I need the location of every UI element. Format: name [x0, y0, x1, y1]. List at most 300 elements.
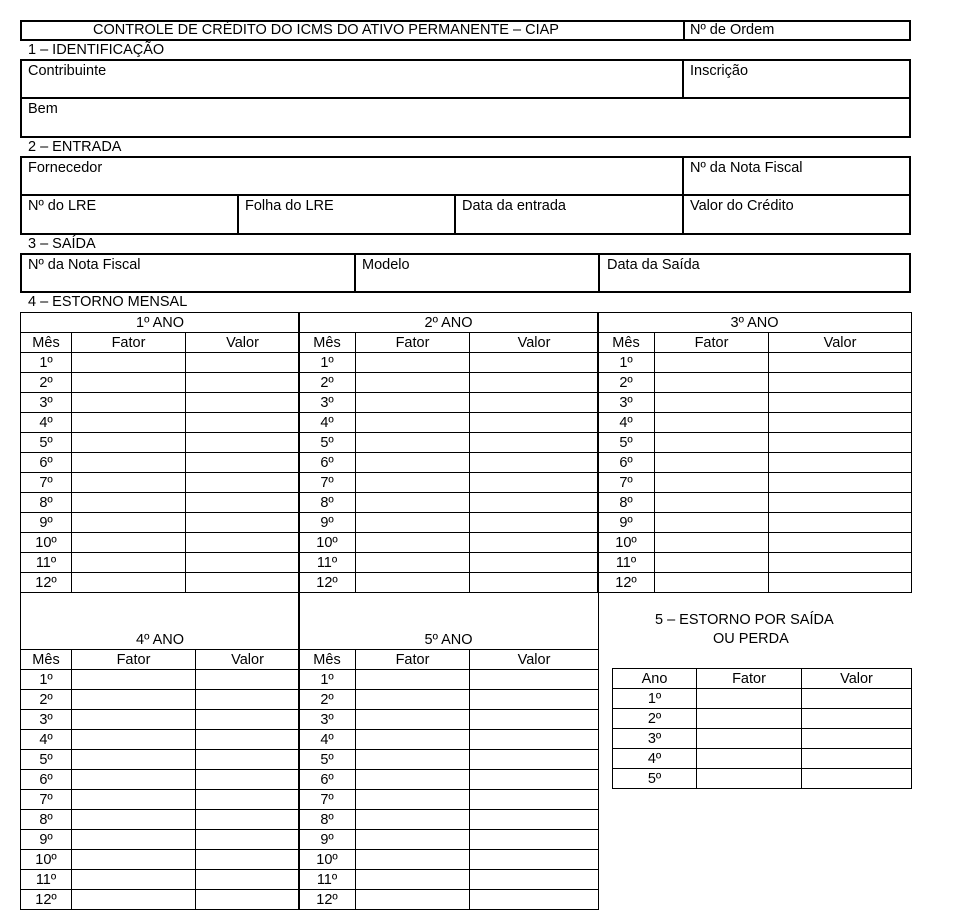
fator-cell[interactable]: [72, 790, 196, 810]
fator-cell[interactable]: [356, 473, 470, 493]
modelo-field[interactable]: Modelo: [362, 257, 410, 273]
col-fator: Fator: [655, 333, 769, 353]
valor-cell[interactable]: [769, 393, 912, 413]
year-header: 4º ANO: [21, 593, 300, 650]
valor-cell[interactable]: [769, 553, 912, 573]
estorno-table-ano-1: [20, 312, 300, 593]
month-label: 8º: [299, 810, 356, 830]
fator-cell[interactable]: [356, 513, 470, 533]
table-row: [21, 710, 300, 730]
fator-cell[interactable]: [697, 689, 802, 709]
month-label: 2º: [299, 690, 356, 710]
col-mes: Mês: [598, 333, 655, 353]
fator-cell[interactable]: [72, 850, 196, 870]
saida-nota-fiscal-field[interactable]: Nº da Nota Fiscal: [28, 257, 141, 273]
month-label: 5º: [598, 433, 655, 453]
valor-cell[interactable]: [769, 573, 912, 593]
valor-cell[interactable]: [196, 670, 300, 690]
saida-col-divider-a: [354, 253, 356, 293]
fator-cell[interactable]: [655, 353, 769, 373]
table-row: [299, 373, 599, 393]
table-row: [21, 433, 300, 453]
valor-cell[interactable]: [470, 810, 599, 830]
table-row: [21, 493, 300, 513]
fator-cell[interactable]: [356, 433, 470, 453]
month-label: 3º: [299, 710, 356, 730]
fator-cell[interactable]: [356, 750, 470, 770]
valor-cell[interactable]: [470, 453, 599, 473]
month-label: 10º: [21, 533, 72, 553]
fator-cell[interactable]: [356, 573, 470, 593]
section-5-heading-line-2: OU PERDA: [713, 631, 789, 647]
valor-cell[interactable]: [470, 710, 599, 730]
fator-cell[interactable]: [356, 533, 470, 553]
fator-cell[interactable]: [655, 533, 769, 553]
estorno-table-ano-3: [597, 312, 912, 593]
entrada-row-divider: [20, 194, 911, 196]
fator-cell[interactable]: [72, 453, 186, 473]
fator-cell[interactable]: [72, 393, 186, 413]
month-label: 9º: [598, 513, 655, 533]
fator-cell[interactable]: [356, 790, 470, 810]
saida-col-divider-b: [598, 253, 600, 293]
table-row: [21, 810, 300, 830]
month-label: 3º: [21, 710, 72, 730]
col-valor: Valor: [470, 650, 599, 670]
section-5-heading-line-1: 5 – ESTORNO POR SAÍDA: [655, 612, 834, 628]
valor-cell[interactable]: [470, 730, 599, 750]
valor-cell[interactable]: [470, 790, 599, 810]
table-row: [21, 353, 300, 373]
table-row: [299, 870, 599, 890]
estorno-table-ano-5: [298, 592, 599, 910]
valor-cell[interactable]: [186, 413, 300, 433]
section-4-heading: 4 – ESTORNO MENSAL: [28, 294, 188, 310]
valor-cell[interactable]: [470, 513, 599, 533]
month-label: 9º: [21, 830, 72, 850]
data-saida-field[interactable]: Data da Saída: [607, 257, 700, 273]
table-row: [598, 473, 912, 493]
valor-cell[interactable]: [769, 373, 912, 393]
fator-cell[interactable]: [72, 830, 196, 850]
month-label: 4º: [21, 730, 72, 750]
valor-cell[interactable]: [470, 473, 599, 493]
fator-cell[interactable]: [72, 710, 196, 730]
fator-cell[interactable]: [72, 573, 186, 593]
valor-cell[interactable]: [802, 749, 912, 769]
fator-cell[interactable]: [655, 493, 769, 513]
month-label: 8º: [598, 493, 655, 513]
inscricao-field[interactable]: Inscrição: [690, 63, 749, 79]
month-label: 11º: [21, 553, 72, 573]
month-label: 1º: [299, 353, 356, 373]
valor-cell[interactable]: [186, 513, 300, 533]
col-valor: Valor: [802, 669, 912, 689]
month-label: 5º: [299, 433, 356, 453]
valor-cell[interactable]: [196, 790, 300, 810]
data-entrada-field[interactable]: Data da entrada: [462, 198, 566, 214]
fator-cell[interactable]: [72, 353, 186, 373]
ano-label: 1º: [613, 689, 697, 709]
fator-cell[interactable]: [356, 373, 470, 393]
table-row: [613, 769, 912, 789]
month-label: 12º: [598, 573, 655, 593]
fator-cell[interactable]: [655, 573, 769, 593]
table-row: [598, 573, 912, 593]
table-row: [299, 670, 599, 690]
month-label: 9º: [299, 513, 356, 533]
lre-field[interactable]: Nº do LRE: [28, 198, 97, 214]
month-label: 1º: [299, 670, 356, 690]
valor-cell[interactable]: [470, 353, 599, 373]
nota-fiscal-field[interactable]: Nº da Nota Fiscal: [690, 160, 803, 176]
month-label: 7º: [21, 473, 72, 493]
month-label: 6º: [598, 453, 655, 473]
year-header: 2º ANO: [299, 313, 599, 333]
table-row: [21, 453, 300, 473]
fator-cell[interactable]: [356, 690, 470, 710]
table-row: [598, 413, 912, 433]
table-row: [299, 533, 599, 553]
month-label: 7º: [299, 790, 356, 810]
fator-cell[interactable]: [72, 533, 186, 553]
entrada-col-divider-b: [237, 194, 239, 235]
table-row: [299, 790, 599, 810]
valor-cell[interactable]: [769, 353, 912, 373]
fator-cell[interactable]: [655, 453, 769, 473]
table-row: [21, 850, 300, 870]
table-row: [299, 493, 599, 513]
col-ano: Ano: [613, 669, 697, 689]
valor-credito-field[interactable]: Valor do Crédito: [690, 198, 794, 214]
table-row: [613, 689, 912, 709]
valor-cell[interactable]: [470, 750, 599, 770]
col-mes: Mês: [299, 650, 356, 670]
table-row: [21, 393, 300, 413]
month-label: 4º: [299, 730, 356, 750]
table-row: [598, 433, 912, 453]
col-valor: Valor: [196, 650, 300, 670]
month-label: 1º: [598, 353, 655, 373]
valor-cell[interactable]: [769, 513, 912, 533]
valor-cell[interactable]: [196, 730, 300, 750]
valor-cell[interactable]: [186, 493, 300, 513]
table-row: [598, 453, 912, 473]
valor-cell[interactable]: [196, 870, 300, 890]
ordem-label: Nº de Ordem: [690, 22, 775, 38]
ano-label: 4º: [613, 749, 697, 769]
fator-cell[interactable]: [72, 553, 186, 573]
valor-cell[interactable]: [186, 353, 300, 373]
valor-cell[interactable]: [196, 890, 300, 910]
fator-cell[interactable]: [72, 750, 196, 770]
table-row: [598, 513, 912, 533]
month-label: 10º: [598, 533, 655, 553]
table-row: [299, 573, 599, 593]
valor-cell[interactable]: [470, 670, 599, 690]
fornecedor-field[interactable]: Fornecedor: [28, 160, 103, 176]
valor-cell[interactable]: [769, 473, 912, 493]
fator-cell[interactable]: [72, 890, 196, 910]
fator-cell[interactable]: [72, 493, 186, 513]
month-label: 9º: [21, 513, 72, 533]
table-row: [299, 473, 599, 493]
fator-cell[interactable]: [356, 810, 470, 830]
month-label: 5º: [299, 750, 356, 770]
fator-cell[interactable]: [697, 749, 802, 769]
valor-cell[interactable]: [196, 830, 300, 850]
table-row: [21, 373, 300, 393]
table-row: [613, 709, 912, 729]
table-row: [21, 770, 300, 790]
table-row: [21, 553, 300, 573]
valor-cell[interactable]: [186, 373, 300, 393]
month-label: 3º: [598, 393, 655, 413]
valor-cell[interactable]: [802, 729, 912, 749]
bem-field[interactable]: Bem: [28, 101, 58, 117]
col-fator: Fator: [697, 669, 802, 689]
folha-lre-field[interactable]: Folha do LRE: [245, 198, 334, 214]
month-label: 3º: [21, 393, 72, 413]
table-row: [299, 730, 599, 750]
table-row: [299, 433, 599, 453]
table-row: [21, 830, 300, 850]
month-label: 8º: [21, 810, 72, 830]
month-label: 12º: [299, 573, 356, 593]
month-label: 1º: [21, 670, 72, 690]
valor-cell[interactable]: [470, 413, 599, 433]
table-row: [598, 393, 912, 413]
month-label: 6º: [21, 453, 72, 473]
fator-cell[interactable]: [356, 493, 470, 513]
fator-cell[interactable]: [72, 730, 196, 750]
table-row: [21, 670, 300, 690]
section-3-heading: 3 – SAÍDA: [28, 236, 96, 252]
valor-cell[interactable]: [470, 493, 599, 513]
fator-cell[interactable]: [697, 709, 802, 729]
table-row: [598, 353, 912, 373]
table-row: [21, 750, 300, 770]
ano-label: 3º: [613, 729, 697, 749]
valor-cell[interactable]: [470, 573, 599, 593]
table-row: [598, 553, 912, 573]
valor-cell[interactable]: [186, 553, 300, 573]
table-row: [598, 493, 912, 513]
fator-cell[interactable]: [356, 413, 470, 433]
month-label: 5º: [21, 433, 72, 453]
entrada-col-divider-c: [454, 194, 456, 235]
fator-cell[interactable]: [356, 670, 470, 690]
valor-cell[interactable]: [470, 770, 599, 790]
table-row: [21, 533, 300, 553]
month-label: 4º: [299, 413, 356, 433]
month-label: 11º: [598, 553, 655, 573]
valor-cell[interactable]: [470, 850, 599, 870]
month-label: 2º: [598, 373, 655, 393]
table-row: [598, 533, 912, 553]
month-label: 8º: [299, 493, 356, 513]
month-label: 2º: [21, 373, 72, 393]
table-row: [299, 810, 599, 830]
estorno-table-ano-2: [298, 312, 599, 593]
table-row: [21, 890, 300, 910]
table-row: [613, 749, 912, 769]
table-row: [21, 473, 300, 493]
col-fator: Fator: [72, 650, 196, 670]
col-valor: Valor: [470, 333, 599, 353]
valor-cell[interactable]: [802, 769, 912, 789]
valor-cell[interactable]: [196, 750, 300, 770]
valor-cell[interactable]: [196, 770, 300, 790]
contribuinte-field[interactable]: Contribuinte: [28, 63, 107, 79]
fator-cell[interactable]: [356, 770, 470, 790]
valor-cell[interactable]: [470, 830, 599, 850]
table-row: [21, 870, 300, 890]
valor-cell[interactable]: [802, 709, 912, 729]
month-label: 10º: [299, 533, 356, 553]
valor-cell[interactable]: [196, 850, 300, 870]
col-valor: Valor: [186, 333, 300, 353]
month-label: 4º: [598, 413, 655, 433]
fator-cell[interactable]: [655, 373, 769, 393]
table-row: [21, 730, 300, 750]
section-1-heading: 1 – IDENTIFICAÇÃO: [28, 42, 165, 58]
valor-cell[interactable]: [769, 433, 912, 453]
fator-cell[interactable]: [697, 769, 802, 789]
fator-cell[interactable]: [72, 670, 196, 690]
saida-box: [20, 253, 911, 293]
month-label: 11º: [21, 870, 72, 890]
header-divider: [683, 20, 685, 41]
fator-cell[interactable]: [356, 870, 470, 890]
year-header: 5º ANO: [299, 593, 599, 650]
valor-cell[interactable]: [470, 553, 599, 573]
fator-cell[interactable]: [655, 393, 769, 413]
table-row: [613, 729, 912, 749]
fator-cell[interactable]: [356, 453, 470, 473]
valor-cell[interactable]: [470, 690, 599, 710]
identification-col-divider: [682, 59, 684, 99]
identification-row-divider: [20, 97, 911, 99]
month-label: 11º: [299, 870, 356, 890]
month-label: 10º: [21, 850, 72, 870]
table-row: [299, 750, 599, 770]
month-label: 12º: [21, 890, 72, 910]
valor-cell[interactable]: [186, 453, 300, 473]
month-label: 12º: [299, 890, 356, 910]
fator-cell[interactable]: [356, 353, 470, 373]
valor-cell[interactable]: [186, 573, 300, 593]
fator-cell[interactable]: [356, 850, 470, 870]
valor-cell[interactable]: [470, 870, 599, 890]
table-row: [299, 830, 599, 850]
valor-cell[interactable]: [769, 493, 912, 513]
fator-cell[interactable]: [655, 413, 769, 433]
valor-cell[interactable]: [186, 433, 300, 453]
fator-cell[interactable]: [72, 433, 186, 453]
fator-cell[interactable]: [356, 830, 470, 850]
fator-cell[interactable]: [72, 373, 186, 393]
month-label: 3º: [299, 393, 356, 413]
valor-cell[interactable]: [196, 690, 300, 710]
valor-cell[interactable]: [196, 810, 300, 830]
col-fator: Fator: [356, 333, 470, 353]
month-label: 10º: [299, 850, 356, 870]
month-label: 8º: [21, 493, 72, 513]
month-label: 4º: [21, 413, 72, 433]
fator-cell[interactable]: [72, 870, 196, 890]
valor-cell[interactable]: [769, 453, 912, 473]
fator-cell[interactable]: [356, 710, 470, 730]
month-label: 1º: [21, 353, 72, 373]
valor-cell[interactable]: [470, 393, 599, 413]
fator-cell[interactable]: [655, 433, 769, 453]
year-header: 3º ANO: [598, 313, 912, 333]
month-label: 2º: [299, 373, 356, 393]
month-label: 6º: [299, 770, 356, 790]
table-row: [299, 770, 599, 790]
table-row: [299, 413, 599, 433]
valor-cell[interactable]: [802, 689, 912, 709]
col-mes: Mês: [21, 650, 72, 670]
estorno-table-ano-4: [20, 592, 300, 910]
ano-label: 5º: [613, 769, 697, 789]
table-row: [21, 513, 300, 533]
fator-cell[interactable]: [356, 553, 470, 573]
valor-cell[interactable]: [186, 473, 300, 493]
table-row: [299, 710, 599, 730]
fator-cell[interactable]: [72, 770, 196, 790]
entrada-col-divider-a: [682, 156, 684, 235]
fator-cell[interactable]: [655, 553, 769, 573]
valor-cell[interactable]: [769, 413, 912, 433]
fator-cell[interactable]: [72, 473, 186, 493]
fator-cell[interactable]: [655, 513, 769, 533]
month-label: 7º: [21, 790, 72, 810]
valor-cell[interactable]: [196, 710, 300, 730]
valor-cell[interactable]: [769, 533, 912, 553]
valor-cell[interactable]: [470, 373, 599, 393]
year-header: 1º ANO: [21, 313, 300, 333]
valor-cell[interactable]: [186, 533, 300, 553]
fator-cell[interactable]: [356, 393, 470, 413]
valor-cell[interactable]: [186, 393, 300, 413]
ano-label: 2º: [613, 709, 697, 729]
month-label: 9º: [299, 830, 356, 850]
table-row: [299, 393, 599, 413]
fator-cell[interactable]: [356, 890, 470, 910]
fator-cell[interactable]: [72, 810, 196, 830]
table-row: [299, 513, 599, 533]
valor-cell[interactable]: [470, 533, 599, 553]
fator-cell[interactable]: [72, 513, 186, 533]
valor-cell[interactable]: [470, 433, 599, 453]
estorno-saida-perda-table: [612, 668, 912, 789]
fator-cell[interactable]: [655, 473, 769, 493]
month-label: 2º: [21, 690, 72, 710]
fator-cell[interactable]: [72, 413, 186, 433]
fator-cell[interactable]: [72, 690, 196, 710]
table-row: [299, 890, 599, 910]
table-row: [598, 373, 912, 393]
section-2-heading: 2 – ENTRADA: [28, 139, 122, 155]
fator-cell[interactable]: [356, 730, 470, 750]
valor-cell[interactable]: [470, 890, 599, 910]
table-row: [21, 413, 300, 433]
month-label: 11º: [299, 553, 356, 573]
table-row: [21, 690, 300, 710]
fator-cell[interactable]: [697, 729, 802, 749]
